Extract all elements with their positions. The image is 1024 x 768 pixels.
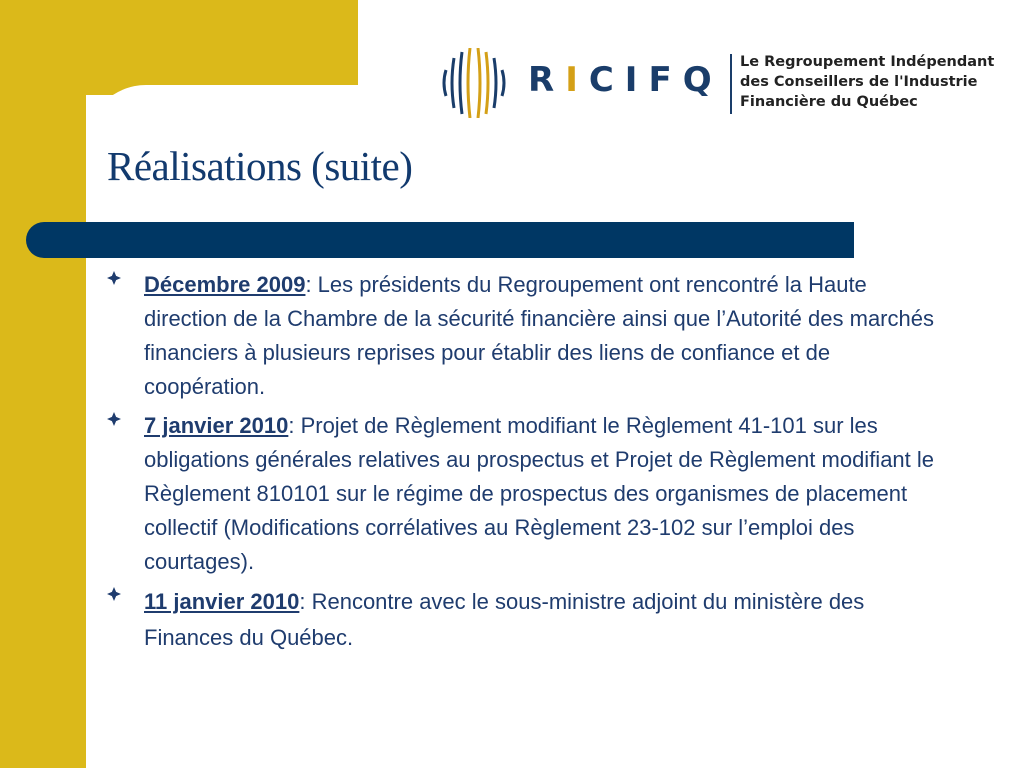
gold-side-panel [0,0,86,768]
list-item [104,584,944,656]
logo-letter: F [648,60,683,100]
logo-letter: C [588,60,625,100]
ricifq-logo [440,48,1000,118]
item-text: : Les présidents du Regroupement ont rencontré la Haute direction de la Chambre de la sécurité financière ainsi que l’Autorité des marchés financiers à plusieurs reprises pour établir des liens de confiance et de coopération. [144,272,934,399]
item-date: 11 janvier 2010 [144,589,300,614]
diamond-bullet-icon [106,586,122,602]
logo-letter: Q [682,60,723,100]
diamond-bullet-icon [106,270,122,286]
bullet-list [104,268,944,661]
item-date: 7 janvier 2010 [144,413,289,438]
list-item [104,409,944,579]
item-text: : Projet de Règlement modifiant le Règlement 41-101 sur les obligations générales relatives au prospectus et Projet de Règlement modifiant le Règlement 810101 sur le régime de prospectus des organismes de placement collectif (Modifications corrélatives au Règlement 23-102 sur l’emploi des courtages). [144,413,935,574]
logo-letter: I [565,60,589,100]
slide-title: Réalisations (suite) [107,143,413,189]
logo-tagline-line-1: Le Regroupement Indépendant [740,54,995,70]
logo-letter: I [624,60,649,100]
item-date: Décembre 2009 [144,272,306,297]
gold-top-panel [0,0,358,95]
logo-tagline [740,52,994,112]
title-divider-bar [26,222,854,258]
list-item [104,268,944,404]
item-text: : Rencontre avec le sous-ministre adjoint du ministère des Finances du Québec. [144,589,865,650]
logo-tagline-line-3: Financière du Québec [740,94,918,110]
logo-letter: R [528,60,566,100]
logo-mark-icon [440,48,510,118]
logo-wordmark [528,60,723,100]
diamond-bullet-icon [106,411,122,427]
logo-tagline-line-2: des Conseillers de l'Industrie [740,74,978,90]
logo-divider [730,54,732,114]
